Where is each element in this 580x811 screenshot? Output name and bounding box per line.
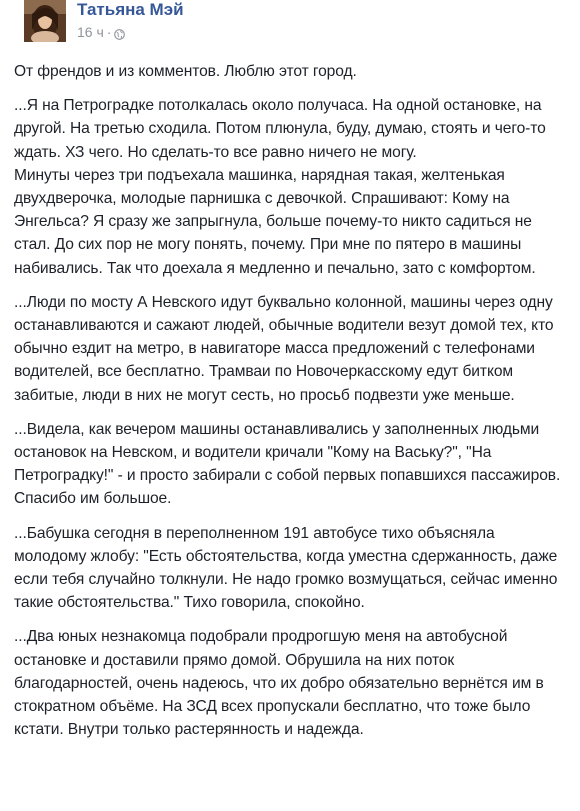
post-meta (77, 24, 125, 40)
post-paragraph: ...Люди по мосту А Невского идут буквально колонной, машины через одну останавливаются и сажают людей, обычные водители везут домой тех, кто обычно ездит на метро, в навигаторе масса предложений с телефонами водителей, все бесплатно. Трамваи по Новочеркасскому едут битком забитые, люди в них не могут сесть, но просьб подвезти уже меньше. (14, 293, 554, 404)
meta-separator: · (106, 24, 112, 40)
avatar-image (24, 0, 66, 42)
post-paragraph: ...Я на Петроградке потолкалась около получаса. На одной остановке, на другой. На третью сходила. Потом плюнула, буду, думаю, стоять и чего-то ждать. ХЗ чего. Но сделать-то все равно ничего не могу. Минуты через три подъехала машинка, нарядная такая, желтенькая двухдверочка, молодые парнишка с девочкой. Спрашивают: Кому на Энгельса? Я сразу же запрыгнула, больше почему-то никто садиться не стал. До сих пор не могу понять, почему. При мне по пятеро в машины набивались. Так что доехала я медленно и печально, зато с комфортом. (14, 97, 546, 277)
author-avatar[interactable] (24, 0, 66, 42)
post-paragraph: ...Два юных незнакомца подобрали продрогшую меня на автобусной остановке и доставили прямо домой. Обрушила на них поток благодарностей, очень надеюсь, что их добро обязательно вернётся им в стократном объёме. На ЗСД всех пропускали бесплатно, что тоже было кстати. Внутри только растерянность и надежда. (14, 628, 544, 739)
author-name[interactable]: Татьяна Мэй (77, 0, 184, 19)
post-paragraph: ...Видела, как вечером машины останавливались у заполненных людьми остановок на Невском, и водители кричали "Кому на Ваську?", "На Петроградку!" - и просто забирали с собой первых попавшихся пассажиров. Спасибо им большое. (14, 420, 561, 508)
post-header (12, 0, 568, 52)
globe-icon[interactable] (114, 27, 125, 38)
post-paragraph: ...Бабушка сегодня в переполненном 191 автобусе тихо объясняла молодому жлобу: "Есть обстоятельства, когда уместна сдержанность, даже если тебя случайно толкнули. Не надо громко возмущаться, сейчас именно такие обстоятельства." Тихо говорила, спокойно. (14, 524, 558, 612)
post-paragraph: От френдов и из комментов. Люблю этот город. (14, 63, 357, 80)
post-body (14, 60, 570, 752)
post-time[interactable]: 16 ч (77, 24, 104, 40)
